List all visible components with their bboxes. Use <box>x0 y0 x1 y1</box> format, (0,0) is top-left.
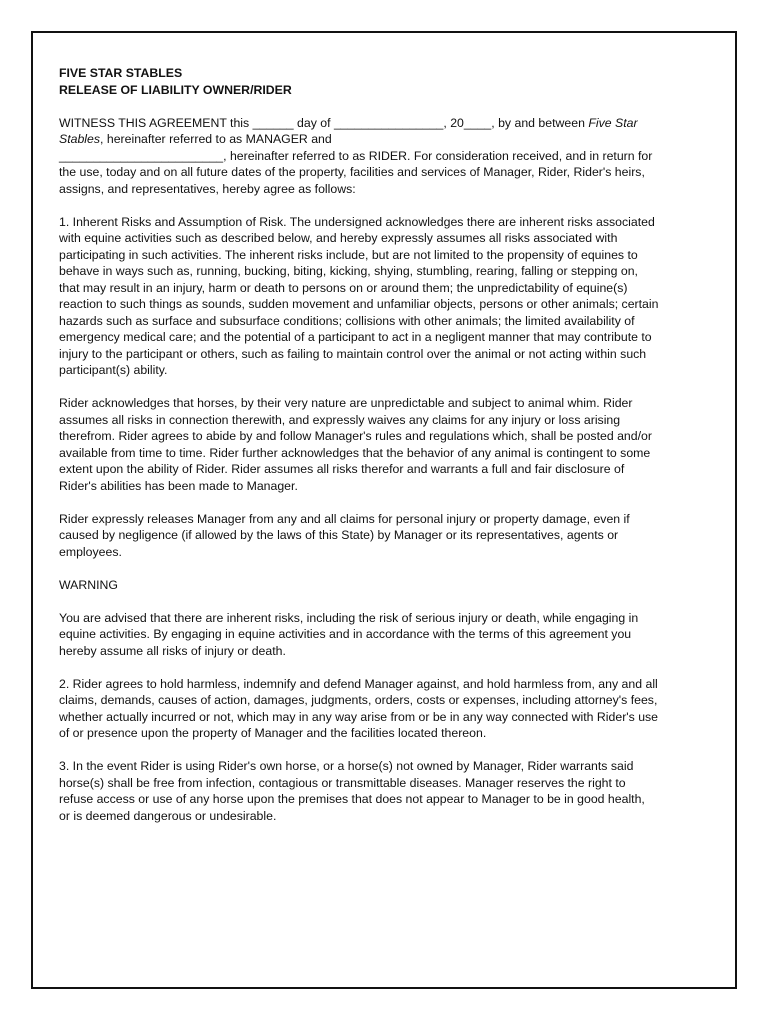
paragraph-warning-text: You are advised that there are inherent risks, including the risk of serious injury or death, while engaging in equine activities. By engaging in equine activities and in accordance with the terms of this agreement you hereby assume all risks of injury or death. <box>59 610 639 658</box>
paragraph-inherent-risks: 1. Inherent Risks and Assumption of Risk. The undersigned acknowledges there are inherent risks associated with equine activities such as described below, and hereby expressly assumes all risks associated with participating in such activities. The inherent risks include, but are not limited to the propensity of equines to behave in ways such as, running, bucking, biting, kicking, shying, stumbling, rearing, falling or stepping on, that may result in an injury, harm or death to persons on or around them; the unpredictability of equine(s) reaction to such things as sounds, sudden movement and unfamiliar objects, persons or other animals; certain hazards such as surface and subsurface conditions; collisions with other animals; the limited availability of emergency medical care; and the potential of a participant to act in a negligent manner that may contribute to injury to the participant or others, such as failing to maintain control over the animal or not acting within such participant(s) ability. <box>59 214 659 377</box>
document-title: FIVE STAR STABLES <box>59 66 183 80</box>
paragraph-indemnify: 2. Rider agrees to hold harmless, indemnify and defend Manager against, and hold harmless from, any and all claims, demands, causes of action, damages, judgments, orders, costs or expenses, including attorney's fees, whether actually incurred or not, which may in any way arise from or be in any way connected with Rider's use of or presence upon the property of Manager and the facilities located thereon. <box>59 676 659 740</box>
paragraph-release: Rider expressly releases Manager from any and all claims for personal injury or property damage, even if caused by negligence (if allowed by the laws of this State) by Manager or its representatives, agents or employees. <box>59 511 630 559</box>
document-subtitle: RELEASE OF LIABILITY OWNER/RIDER <box>59 82 292 97</box>
witness-paragraph <box>59 115 659 198</box>
witness-text-2: , hereinafter referred to as MANAGER and <box>100 132 332 146</box>
paragraph-rider-acknowledges: Rider acknowledges that horses, by their very nature are unpredictable and subject to animal whim. Rider assumes all risks in connection therewith, and expressly waives any claims for any injury or loss arising therefrom. Rider agrees to abide by and follow Manager's rules and regulations which, shall be posted and/or available from time to time. Rider further acknowledges that the behavior of any animal is contingent to some extent upon the ability of Rider. Rider assumes all risks therefor and warrants a full and fair disclosure of Rider's abilities has been made to Manager. <box>59 396 652 493</box>
paragraph-horse-health: 3. In the event Rider is using Rider's own horse, or a horse(s) not owned by Manager, Rider warrants said horse(s) shall be free from infection, contagious or transmittable diseases. Manager reserves the right to refuse access or use of any horse upon the premises that does not appear to Manager to be in good health, or is deemed dangerous or undesirable. <box>59 759 645 823</box>
warning-heading: WARNING <box>59 577 118 592</box>
witness-text-3: ________________________, hereinafter referred to as RIDER. For consideration received, and in return for the use, today and on all future dates of the property, facilities and services of Manager, Rider, Rider's heirs, assigns, and representatives, hereby agree as follows: <box>59 148 653 196</box>
company-name: Five Star Stables <box>59 115 638 146</box>
witness-text-1: WITNESS THIS AGREEMENT this ______ day of ________________, 20____, by and between <box>59 115 589 130</box>
document-body <box>59 65 659 841</box>
